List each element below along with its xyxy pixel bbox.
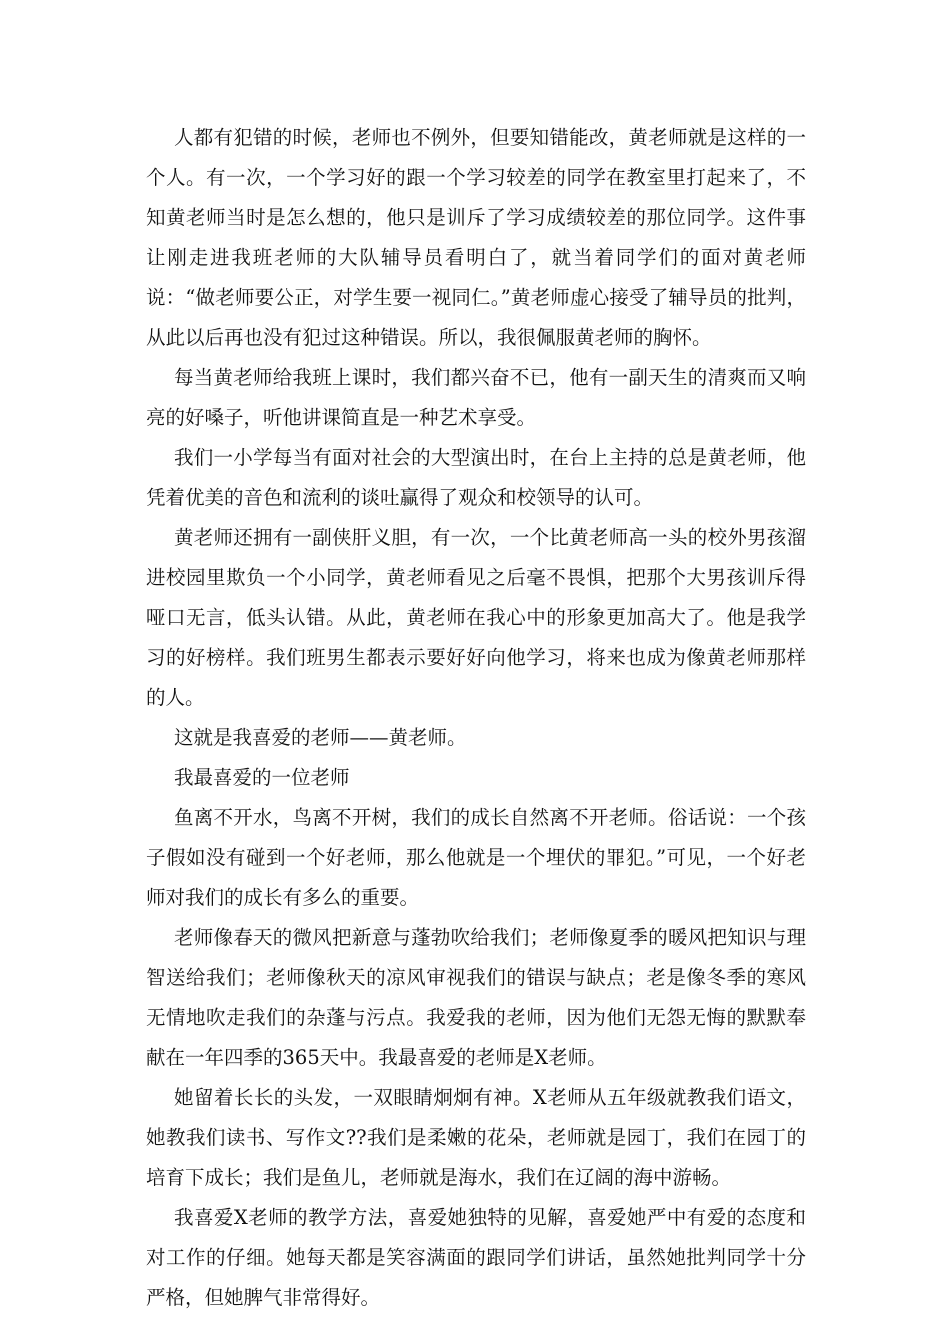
paragraph: 我们一小学每当有面对社会的大型演出时，在台上主持的总是黄老师，他凭着优美的音色和流利的谈吐赢得了观众和校领导的认可。 [146, 446, 806, 509]
paragraph: 黄老师还拥有一副侠肝义胆，有一次，一个比黄老师高一头的校外男孩溜进校园里欺负一个小同学，黄老师看见之后毫不畏惧，把那个大男孩训斥得哑口无言，低头认错。从此，黄老师在我心中的形象更加高大了。他是我学习的好榜样。我们班男生都表示要好好向他学习，将来也成为像黄老师那样的人。 [146, 526, 806, 709]
paragraph: 这就是我喜爱的老师——黄老师。 [174, 726, 467, 749]
paragraph: 老师像春天的微风把新意与蓬勃吹给我们；老师像夏季的暖风把知识与理智送给我们；老师像秋天的凉风审视我们的错误与缺点；老是像冬季的寒风无情地吹走我们的杂蓬与污点。我爱我的老师，因为他们无怨无悔的默默奉献在一年四季的365天中。我最喜爱的老师是X老师。 [146, 926, 806, 1069]
paragraph: 鱼离不开水，鸟离不开树，我们的成长自然离不开老师。俗话说：一个孩子假如没有碰到一个好老师，那么他就是一个埋伏的罪犯。”可见，一个好老师对我们的成长有多么的重要。 [146, 806, 806, 909]
paragraph: 人都有犯错的时候，老师也不例外，但要知错能改，黄老师就是这样的一个人。有一次，一个学习好的跟一个学习较差的同学在教室里打起来了，不知黄老师当时是怎么想的，他只是训斥了学习成绩较差的那位同学。这件事让刚走进我班老师的大队辅导员看明白了，就当着同学们的面对黄老师说：“做老师要公正，对学生要一视同仁。”黄老师虚心接受了辅导员的批判，从此以后再也没有犯过这种错误。所以，我很佩服黄老师的胸怀。 [146, 126, 806, 349]
section-title: 我最喜爱的一位老师 [174, 766, 350, 789]
paragraph: 她留着长长的头发，一双眼睛炯炯有神。X老师从五年级就教我们语文，她教我们读书、写作文??我们是柔嫩的花朵，老师就是园丁，我们在园丁的培育下成长；我们是鱼儿，老师就是海水，我们在辽阔的海中游畅。 [146, 1086, 806, 1189]
paragraph: 我喜爱X老师的教学方法，喜爱她独特的见解，喜爱她严中有爱的态度和对工作的仔细。她每天都是笑容满面的跟同学们讲话，虽然她批判同学十分严格，但她脾气非常得好。 [146, 1206, 806, 1309]
document-body [146, 118, 806, 1318]
paragraph: 每当黄老师给我班上课时，我们都兴奋不已，他有一副天生的清爽而又响亮的好嗓子，听他讲课简直是一种艺术享受。 [146, 366, 806, 429]
